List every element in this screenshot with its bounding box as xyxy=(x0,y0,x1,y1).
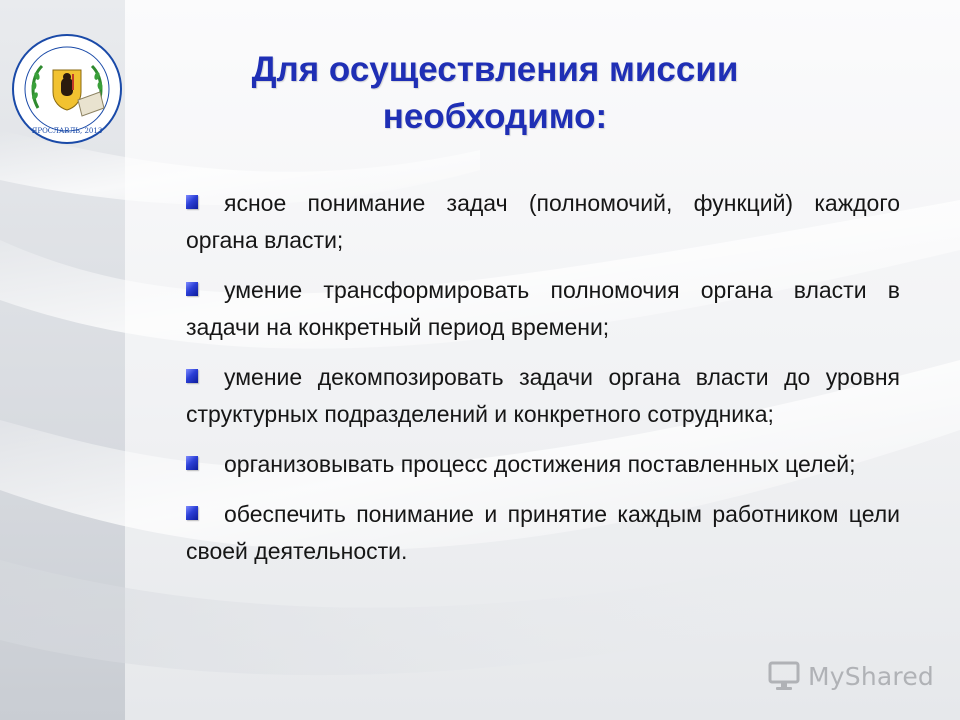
list-item-text: ясное понимание задач (полномочий, функций) каждого органа власти; xyxy=(186,190,900,253)
yaroslavl-coat-of-arms-icon xyxy=(53,70,81,110)
conference-logo xyxy=(8,30,126,148)
list-item xyxy=(186,272,900,346)
bullet-list xyxy=(186,185,900,583)
bullet-square-icon xyxy=(186,369,198,383)
bullet-square-icon xyxy=(186,506,198,520)
list-item xyxy=(186,185,900,259)
list-item xyxy=(186,359,900,433)
bullet-square-icon xyxy=(186,456,198,470)
svg-text:ЯРОСЛАВЛЬ, 2013: ЯРОСЛАВЛЬ, 2013 xyxy=(31,127,103,135)
bullet-square-icon xyxy=(186,195,198,209)
slide-title: Для осуществления миссии необходимо: xyxy=(251,50,739,136)
watermark-text: MyShared xyxy=(808,661,934,691)
watermark xyxy=(768,656,934,696)
list-item-text: обеспечить понимание и принятие каждым работником цели своей деятельности. xyxy=(186,501,900,564)
list-item-text: организовывать процесс достижения поставленных целей; xyxy=(224,451,856,477)
list-item xyxy=(186,496,900,570)
list-item-text: умение декомпозировать задачи органа власти до уровня структурных подразделений и конкретного сотрудника; xyxy=(186,364,900,427)
list-item xyxy=(186,446,900,483)
bullet-square-icon xyxy=(186,282,198,296)
list-item-text: умение трансформировать полномочия органа власти в задачи на конкретный период времени; xyxy=(186,277,900,340)
monitor-icon xyxy=(768,660,802,692)
